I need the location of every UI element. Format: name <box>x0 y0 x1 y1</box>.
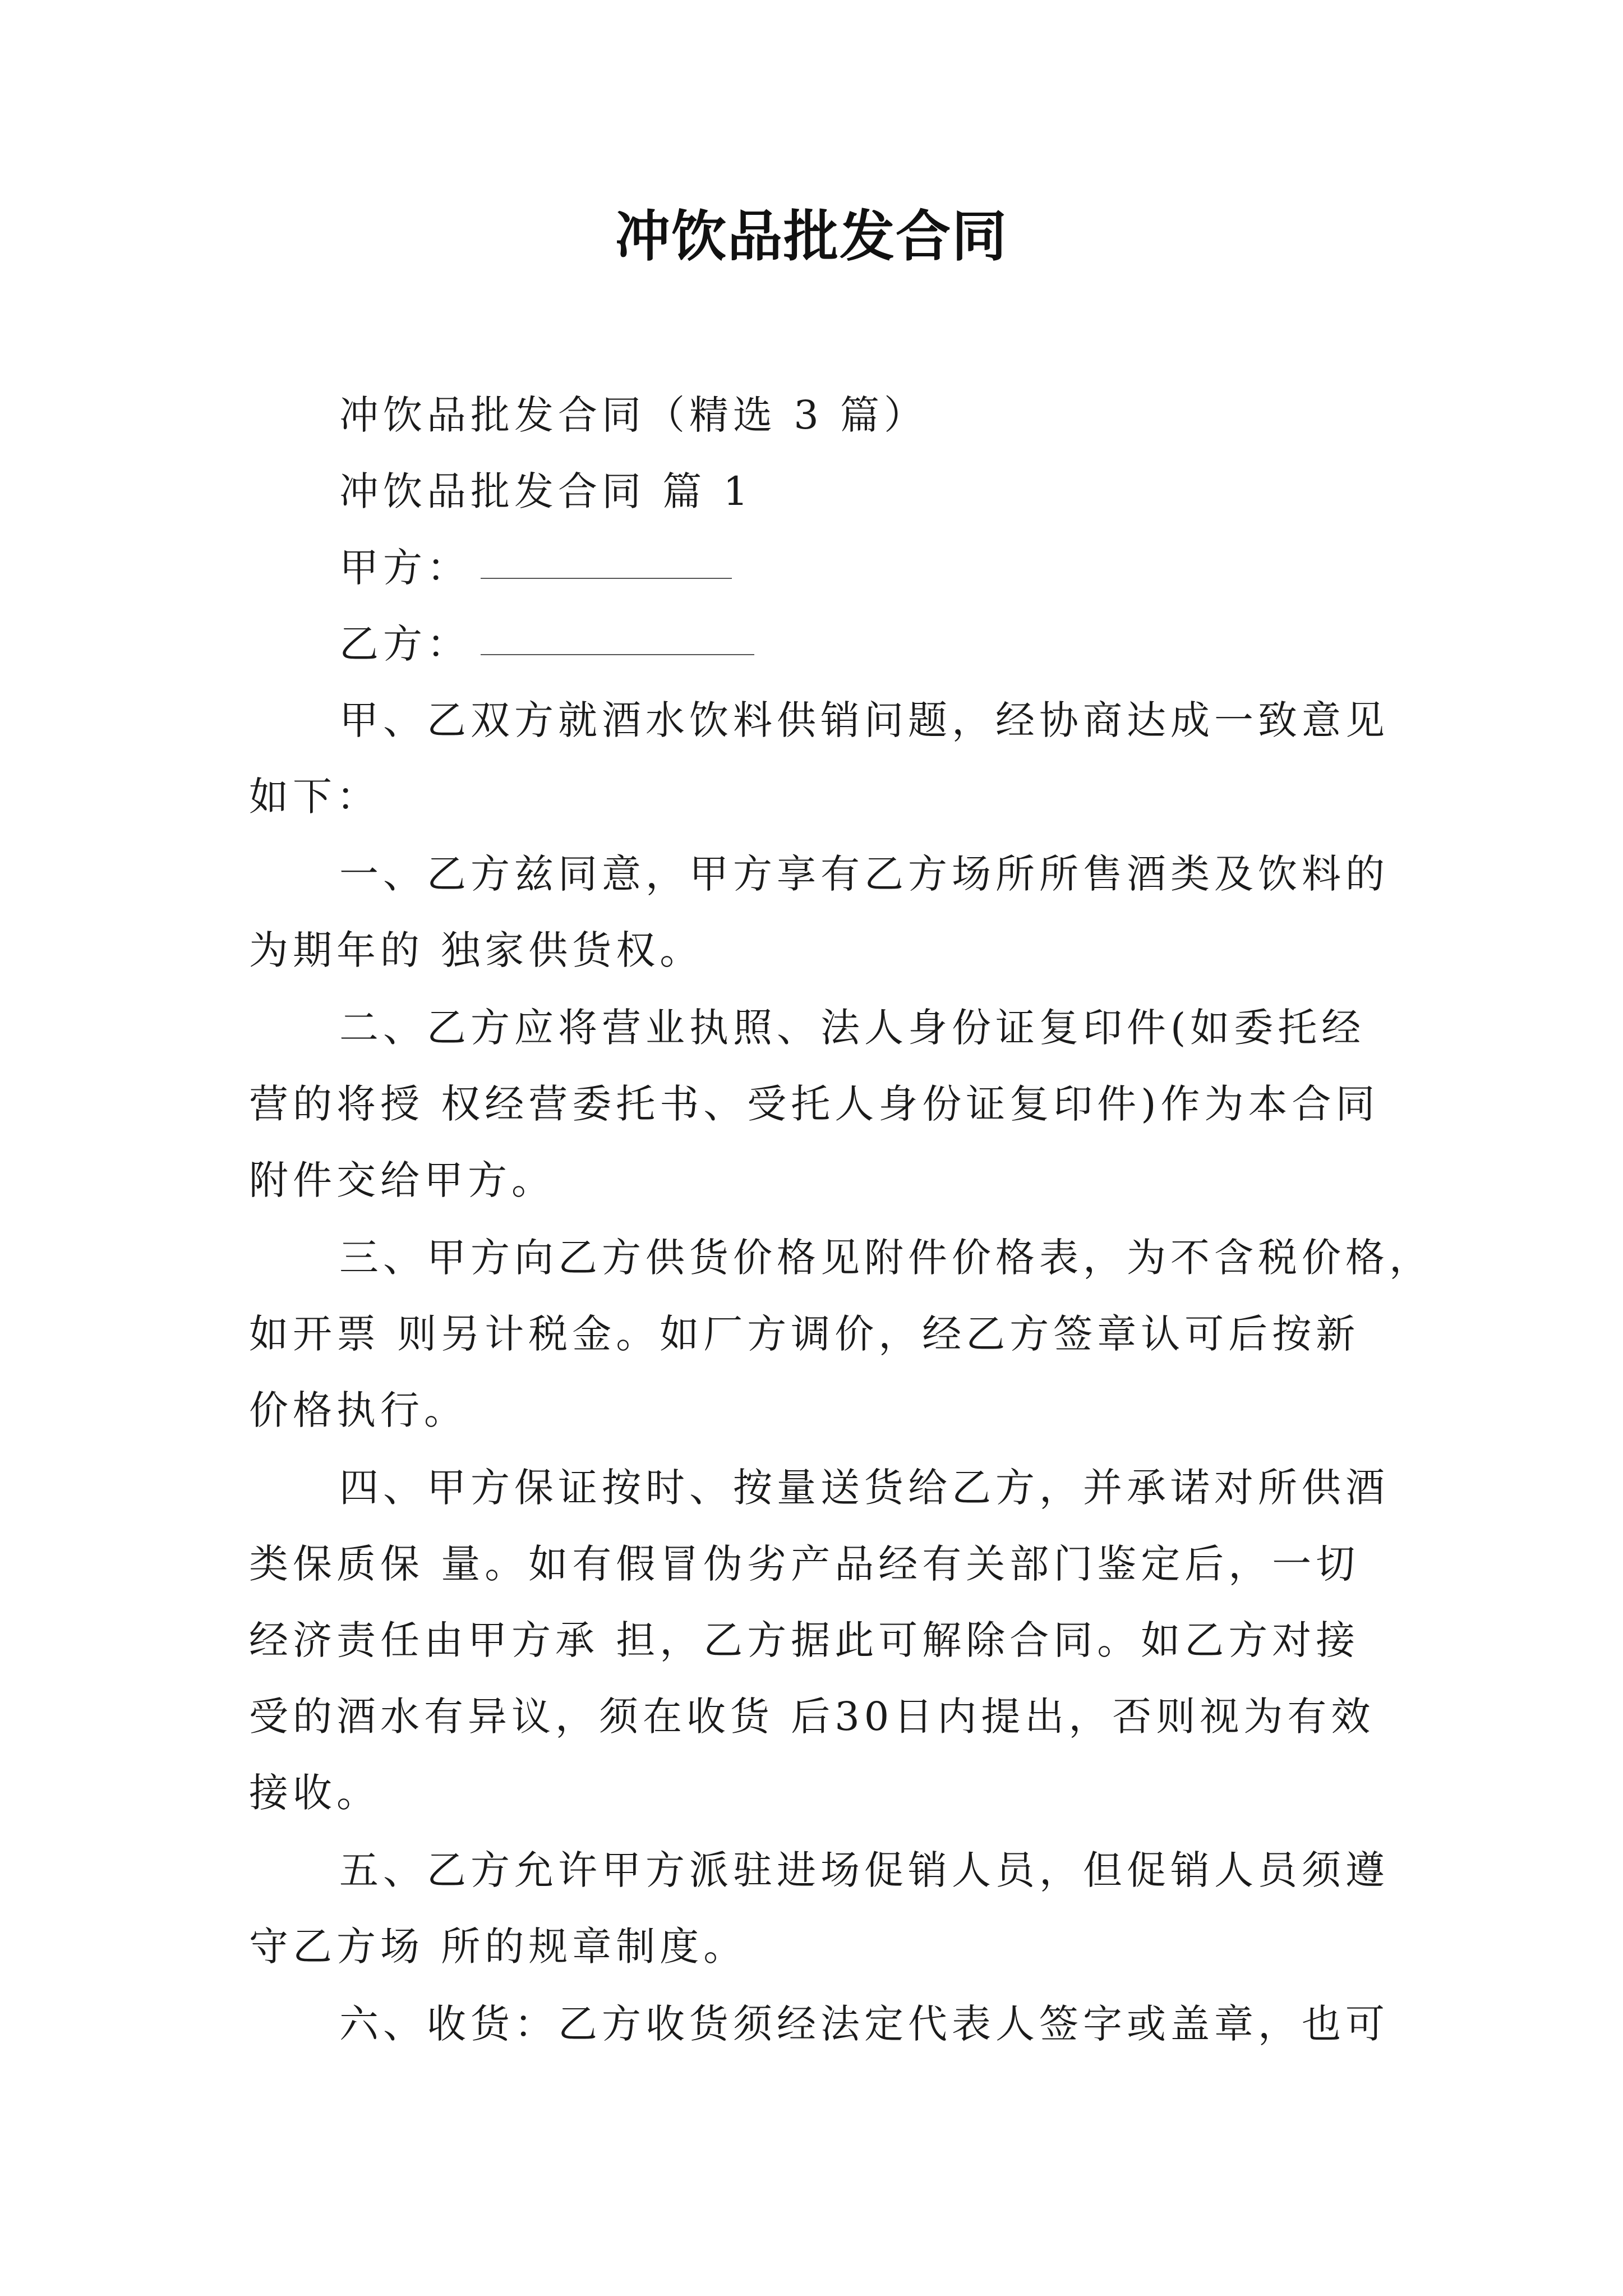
paragraph-line: 甲、乙双方就酒水饮料供销问题，经协商达成一致意见 <box>339 697 1389 743</box>
document-title: 冲饮品批发合同 <box>615 205 1008 269</box>
party-b-blank <box>481 616 754 655</box>
paragraph-line: 经济责任由甲方承 担，乙方据此可解除合同。如乙方对接 <box>249 1617 1360 1663</box>
paragraph-line: 如下： <box>249 774 380 820</box>
section-heading: 冲饮品批发合同 篇 1 <box>339 468 753 514</box>
paragraph-line: 受的酒水有异议，须在收货 后30日内提出，否则视为有效 <box>249 1694 1375 1740</box>
paragraph-line: 价格执行。 <box>249 1387 468 1433</box>
party-a-line <box>339 540 732 596</box>
paragraph-line: 一、乙方兹同意，甲方享有乙方场所所售酒类及饮料的 <box>339 851 1389 897</box>
party-b-line <box>339 616 754 672</box>
party-a-label: 甲方： <box>339 545 471 591</box>
paragraph-line: 营的将授 权经营委托书、受托人身份证复印件)作为本合同 <box>249 1081 1380 1127</box>
party-a-blank <box>481 540 732 579</box>
paragraph-line: 六、收货：乙方收货须经法定代表人签字或盖章，也可 <box>339 2001 1389 2047</box>
paragraph-line: 附件交给甲方。 <box>249 1157 555 1203</box>
paragraph-line: 三、甲方向乙方供货价格见附件价格表，为不含税价格， <box>339 1235 1433 1281</box>
paragraph-line: 为期年的 独家供货权。 <box>249 927 704 973</box>
party-b-label: 乙方： <box>339 621 471 667</box>
paragraph-line: 接收。 <box>249 1770 380 1816</box>
paragraph-line: 如开票 则另计税金。如厂方调价，经乙方签章认可后按新 <box>249 1311 1360 1357</box>
paragraph-line: 守乙方场 所的规章制度。 <box>249 1924 748 1970</box>
paragraph-line: 五、乙方允许甲方派驻进场促销人员，但促销人员须遵 <box>339 1847 1389 1893</box>
paragraph-line: 二、乙方应将营业执照、法人身份证复印件(如委托经 <box>339 1005 1366 1051</box>
subtitle: 冲饮品批发合同（精选 3 篇） <box>339 392 928 438</box>
paragraph-line: 四、甲方保证按时、按量送货给乙方，并承诺对所供酒 <box>339 1465 1389 1511</box>
paragraph-line: 类保质保 量。如有假冒伪劣产品经有关部门鉴定后，一切 <box>249 1541 1360 1587</box>
